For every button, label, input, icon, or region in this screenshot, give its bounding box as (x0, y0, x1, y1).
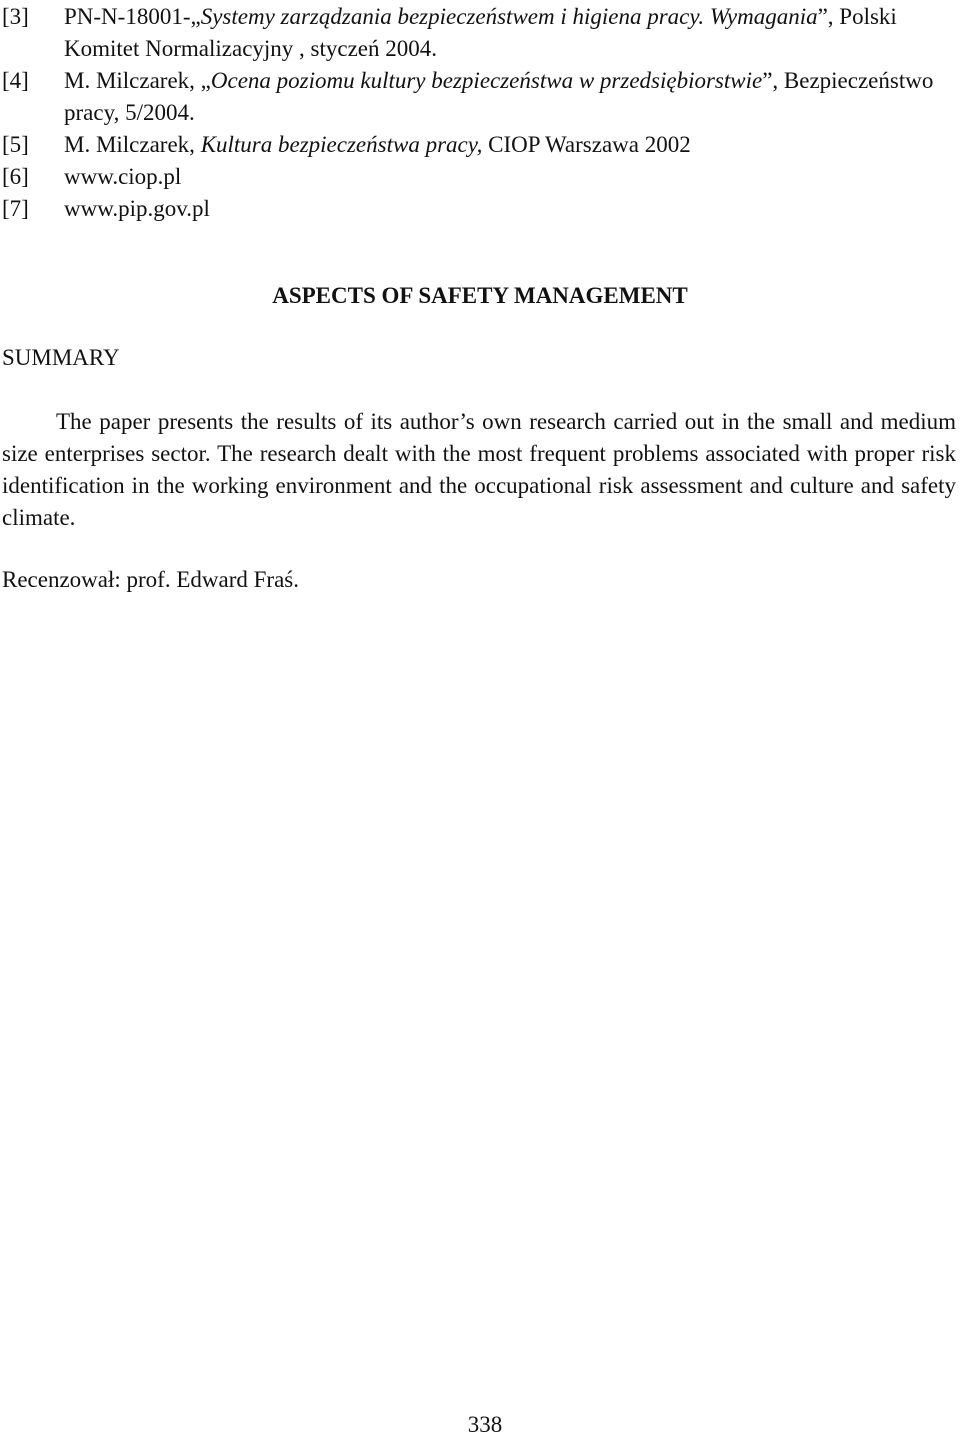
reference-item (2, 193, 952, 225)
reference-item (2, 129, 952, 161)
reference-number: [5] (2, 132, 29, 157)
reference-text: M. Milczarek, Kultura bezpieczeństwa pracy, CIOP Warszawa 2002 (64, 132, 691, 157)
reference-item (2, 65, 952, 129)
reference-item (2, 161, 952, 193)
reference-number: [3] (2, 4, 29, 29)
reference-list (2, 1, 952, 225)
reference-number: [7] (2, 196, 29, 221)
reference-number: [6] (2, 164, 29, 189)
reference-item (2, 1, 952, 65)
reference-text: PN-N-18001-„Systemy zarządzania bezpieczeństwem i higiena pracy. Wymagania”, Polski Komitet Normalizacyjny , styczeń 2004. (64, 4, 897, 61)
reference-link[interactable]: www.pip.gov.pl (64, 196, 210, 221)
summary-heading: SUMMARY (2, 345, 120, 370)
page-number: 338 (467, 1412, 503, 1437)
paper-title: ASPECTS OF SAFETY MANAGEMENT (272, 283, 688, 308)
reference-link[interactable]: www.ciop.pl (64, 164, 182, 189)
reviewer-line: Recenzował: prof. Edward Fraś. (2, 567, 299, 592)
reference-text: M. Milczarek, „Ocena poziomu kultury bezpieczeństwa w przedsiębiorstwie”, Bezpieczeństwo pracy, 5/2004. (64, 68, 934, 125)
abstract-paragraph: The paper presents the results of its author’s own research carried out in the small and medium size enterprises sector. The research dealt with the most frequent problems associated with proper risk identification in the working environment and the occupational risk assessment and culture and safety climate. (2, 409, 956, 530)
reference-number: [4] (2, 68, 29, 93)
